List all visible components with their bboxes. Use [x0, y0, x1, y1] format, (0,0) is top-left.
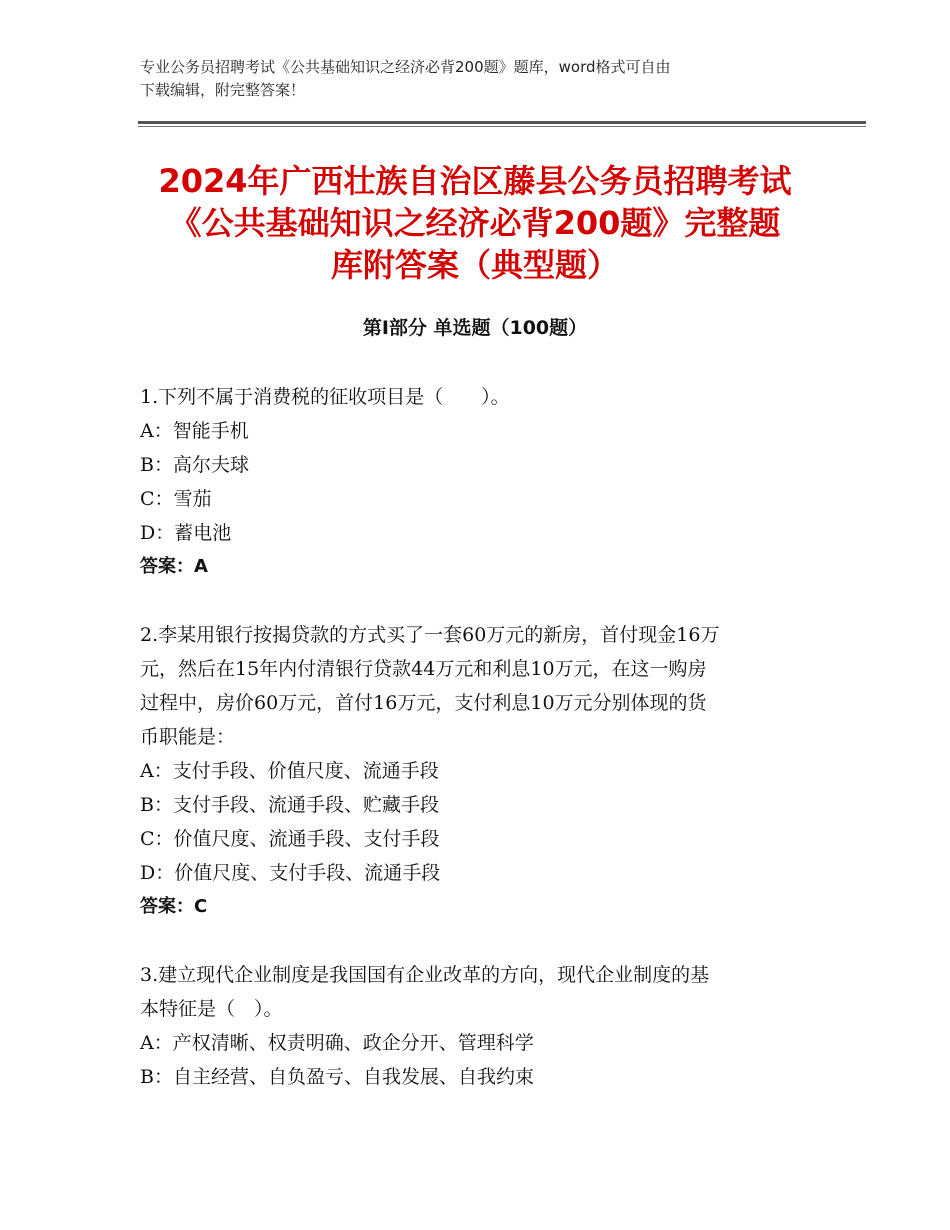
header-note — [140, 56, 820, 102]
header-note-line-2: 下载编辑，附完整答案！ — [140, 81, 306, 99]
option-a: A：智能手机 — [140, 420, 249, 442]
question-2 — [140, 618, 820, 924]
question-stem-line: 元，然后在15年内付清银行贷款44万元和利息10万元，在这一购房 — [140, 658, 707, 680]
document-title — [100, 160, 850, 286]
option-c: C：雪茄 — [140, 488, 212, 510]
document-title-line-3: 库附答案（典型题） — [330, 246, 619, 284]
option-c: C：价值尺度、流通手段、支付手段 — [140, 828, 440, 850]
option-a: A：支付手段、价值尺度、流通手段 — [140, 760, 439, 782]
answer-label: 答案：C — [140, 896, 208, 917]
section-title: 第Ⅰ部分 单选题（100题） — [362, 317, 588, 339]
option-b: B：高尔夫球 — [140, 454, 249, 476]
option-d: D：价值尺度、支付手段、流通手段 — [140, 862, 441, 884]
question-stem-line: 2.李某用银行按揭贷款的方式买了一套60万元的新房，首付现金16万 — [140, 624, 720, 646]
question-stem-line: 3.建立现代企业制度是我国国有企业改革的方向，现代企业制度的基 — [140, 964, 710, 986]
question-3 — [140, 958, 820, 1094]
option-b: B：支付手段、流通手段、贮藏手段 — [140, 794, 439, 816]
question-stem-line: 过程中，房价60万元，首付16万元，支付利息10万元分别体现的货 — [140, 692, 707, 714]
document-title-line-2: 《公共基础知识之经济必背200题》完整题 — [169, 204, 781, 242]
option-b: B：自主经营、自负盈亏、自我发展、自我约束 — [140, 1066, 534, 1088]
option-d: D：蓄电池 — [140, 522, 232, 544]
document-title-line-1: 2024年广西壮族自治区藤县公务员招聘考试 — [158, 162, 792, 200]
question-stem-line: 币职能是： — [140, 726, 236, 748]
question-stem-line: 1.下列不属于消费税的征收项目是（ ）。 — [140, 386, 510, 408]
header-divider-thick — [138, 121, 866, 124]
question-1 — [140, 380, 820, 584]
question-stem-line: 本特征是（ ）。 — [140, 998, 283, 1020]
header-note-line-1: 专业公务员招聘考试《公共基础知识之经济必背200题》题库，word格式可自由 — [140, 58, 671, 76]
question-list — [140, 380, 820, 1128]
header-divider-thin — [138, 126, 866, 127]
option-a: A：产权清晰、权责明确、政企分开、管理科学 — [140, 1032, 534, 1054]
answer-label: 答案：A — [140, 556, 208, 577]
